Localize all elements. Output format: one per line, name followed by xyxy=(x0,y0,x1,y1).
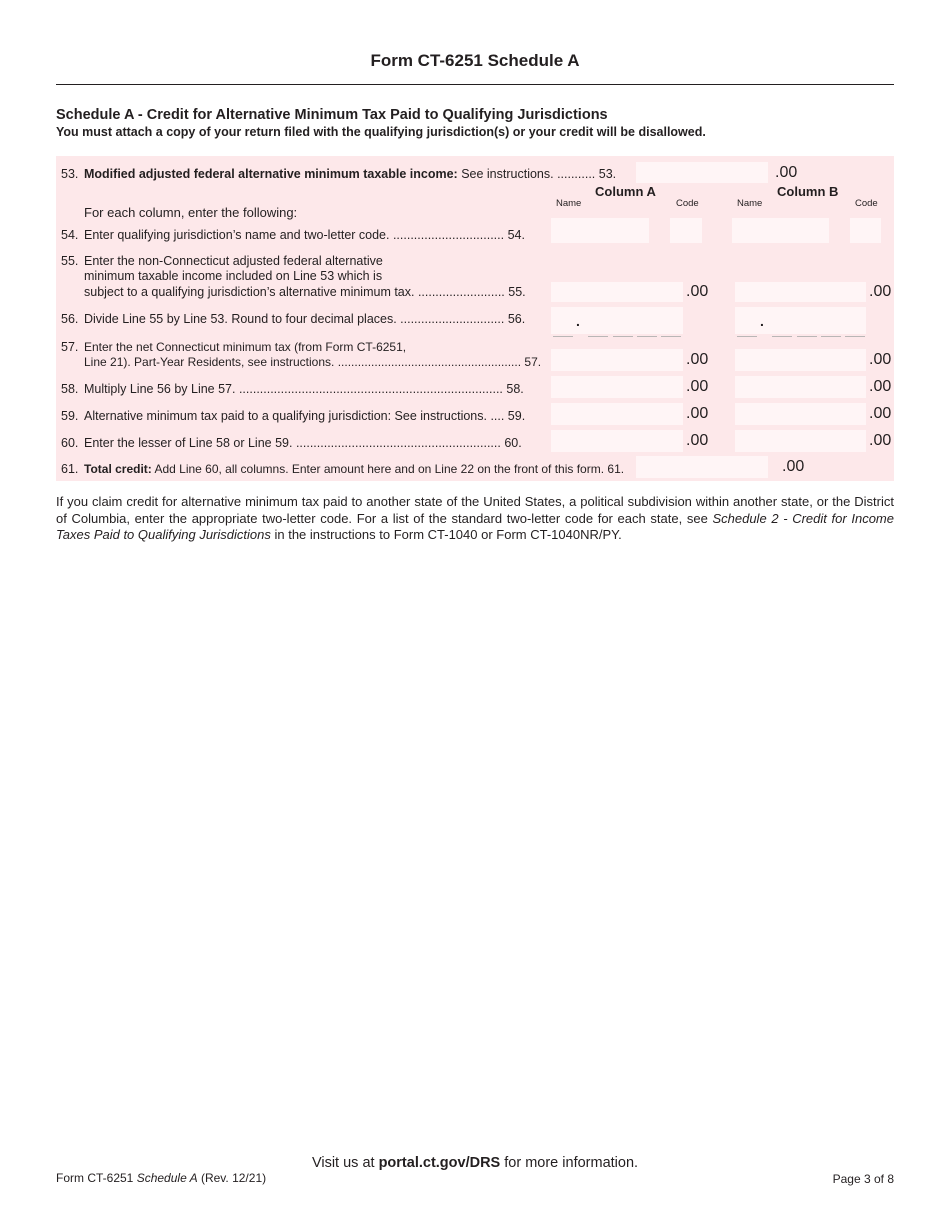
line-56-col-b-digit-line xyxy=(797,336,817,337)
line-56-col-a-decimal-point: . xyxy=(576,313,580,329)
line-56-col-b-input[interactable] xyxy=(735,307,866,334)
line-53-input[interactable] xyxy=(636,162,768,183)
line-60-col-a-decimal: .00 xyxy=(686,432,709,449)
line-56-col-a-input[interactable] xyxy=(551,307,683,334)
line-56-col-a-digit-line xyxy=(661,336,681,337)
line-58-col-a-input[interactable] xyxy=(551,376,683,398)
line-53-number: 53. xyxy=(61,167,79,181)
line-54-number: 54. xyxy=(61,228,79,242)
line-57-col-a-decimal: .00 xyxy=(686,351,709,368)
line-57-number: 57. xyxy=(61,340,79,354)
line-56-number: 56. xyxy=(61,312,79,326)
line-59-number: 59. xyxy=(61,409,79,423)
line-56-col-a-digit-line xyxy=(588,336,608,337)
line-54-col-b-name-input[interactable] xyxy=(732,218,829,243)
line-60-col-b-input[interactable] xyxy=(735,430,866,452)
footer-form-pre: Form CT-6251 xyxy=(56,1171,137,1185)
line-57-col-b-input[interactable] xyxy=(735,349,866,371)
column-a-title: Column A xyxy=(595,184,656,199)
line-57-col-b-decimal: .00 xyxy=(869,351,892,368)
line-57-col-a-input[interactable] xyxy=(551,349,683,371)
line-55-col-b-decimal: .00 xyxy=(869,283,892,300)
footer-visit xyxy=(0,1155,950,1171)
line-53-decimal: .00 xyxy=(775,164,798,181)
column-a-code-label: Code xyxy=(676,198,699,209)
line-59-col-a-decimal: .00 xyxy=(686,405,709,422)
line-56-col-b-digit-line xyxy=(737,336,757,337)
line-56-col-b-decimal-point: . xyxy=(760,313,764,329)
line-61-label xyxy=(84,462,624,476)
column-b-code-label: Code xyxy=(855,198,878,209)
line-60-number: 60. xyxy=(61,436,79,450)
schedule-heading: Schedule A - Credit for Alternative Minimum Tax Paid to Qualifying Jurisdictions xyxy=(56,107,608,123)
line-58-col-b-decimal: .00 xyxy=(869,378,892,395)
column-b-name-label: Name xyxy=(737,198,763,209)
qualifying-jurisdiction-note xyxy=(56,494,894,544)
line-55-number: 55. xyxy=(61,254,79,268)
line-56-col-a-digit-line xyxy=(613,336,633,337)
footer-form-italic: Schedule A xyxy=(136,1171,198,1185)
footer-page-number: Page 3 of 8 xyxy=(832,1172,894,1186)
line-60-label: Enter the lesser of Line 58 or Line 59. ........................................................... 60. xyxy=(84,436,522,450)
line-57-label-1: Enter the net Connecticut minimum tax (from Form CT-6251, xyxy=(84,340,407,354)
line-55-col-a-input[interactable] xyxy=(551,282,683,302)
note-italic-reference: Schedule 2 - Credit for Income Taxes Paid to Qualifying Jurisdictions xyxy=(56,510,894,542)
line-53-label xyxy=(84,167,616,181)
line-58-label: Multiply Line 56 by Line 57. ............................................................................ 58. xyxy=(84,382,524,396)
column-intro: For each column, enter the following: xyxy=(84,205,298,220)
line-61-bold: Total credit: xyxy=(84,462,152,476)
line-56-col-b-digit-line xyxy=(845,336,865,337)
line-55-label-2: minimum taxable income included on Line 53 which is xyxy=(84,269,383,283)
line-56-col-b-digit-line xyxy=(821,336,841,337)
line-61-input[interactable] xyxy=(636,456,768,478)
title-rule xyxy=(56,84,894,85)
line-57-label-2: Line 21). Part-Year Residents, see instructions. ....................................................... 57. xyxy=(84,355,542,369)
page-title: Form CT-6251 Schedule A xyxy=(370,51,580,70)
line-61-number: 61. xyxy=(61,462,79,476)
footer-drs-link[interactable]: portal.ct.gov/DRS xyxy=(378,1155,501,1171)
line-54-label: Enter qualifying jurisdiction’s name and two-letter code. ................................ 54. xyxy=(84,228,525,242)
note-text-2: in the instructions to Form CT-1040 or Form CT-1040NR/PY. xyxy=(270,527,622,542)
note-text-1: If you claim credit for alternative minimum tax paid to another state of the United States, a political subdivision within another state, or the District of Columbia, enter the appropriate two-letter code. For a list of the standard two-letter code for each state, see xyxy=(56,494,894,526)
line-56-label: Divide Line 55 by Line 53. Round to four decimal places. .............................. 56. xyxy=(84,312,526,326)
line-59-label: Alternative minimum tax paid to a qualifying jurisdiction: See instructions. .... 59. xyxy=(84,409,526,423)
footer-form-id xyxy=(56,1171,266,1185)
line-56-col-b-digit-line xyxy=(772,336,792,337)
line-54-col-a-name-input[interactable] xyxy=(551,218,649,243)
line-60-col-a-input[interactable] xyxy=(551,430,683,452)
footer-visit-post: for more information. xyxy=(500,1155,639,1171)
line-59-col-b-input[interactable] xyxy=(735,403,866,425)
line-58-col-a-decimal: .00 xyxy=(686,378,709,395)
footer-visit-pre: Visit us at xyxy=(311,1155,379,1171)
line-54-col-a-code-input[interactable] xyxy=(670,218,702,243)
line-55-col-b-input[interactable] xyxy=(735,282,866,302)
line-59-col-a-input[interactable] xyxy=(551,403,683,425)
line-61-rest: Add Line 60, all columns. Enter amount here and on Line 22 on the front of this form. 61. xyxy=(154,462,625,476)
line-58-number: 58. xyxy=(61,382,79,396)
column-a-name-label: Name xyxy=(556,198,582,209)
line-56-col-a-digit-line xyxy=(553,336,573,337)
line-56-col-a-digit-line xyxy=(637,336,657,337)
line-55-col-a-decimal: .00 xyxy=(686,283,709,300)
line-55-label-1: Enter the non-Connecticut adjusted federal alternative xyxy=(84,254,383,268)
line-53-rest: See instructions. ........... 53. xyxy=(461,167,617,181)
schedule-subheading: You must attach a copy of your return filed with the qualifying jurisdiction(s) or your credit will be disallowed. xyxy=(56,125,706,139)
footer-form-post: (Rev. 12/21) xyxy=(197,1171,267,1185)
line-53-bold: Modified adjusted federal alternative minimum taxable income: xyxy=(84,167,458,181)
column-b-title: Column B xyxy=(777,184,839,199)
line-54-col-b-code-input[interactable] xyxy=(850,218,881,243)
line-58-col-b-input[interactable] xyxy=(735,376,866,398)
line-59-col-b-decimal: .00 xyxy=(869,405,892,422)
line-61-decimal: .00 xyxy=(782,458,805,475)
line-55-label-3: subject to a qualifying jurisdiction’s alternative minimum tax. ......................... 55. xyxy=(84,285,526,299)
line-60-col-b-decimal: .00 xyxy=(869,432,892,449)
